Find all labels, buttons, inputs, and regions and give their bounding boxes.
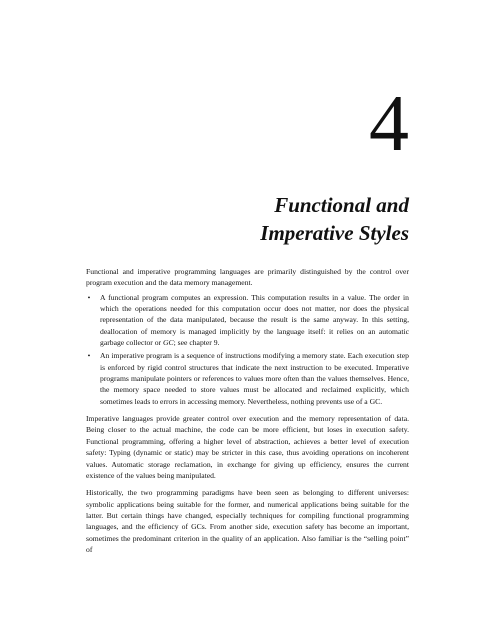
intro-paragraph: Functional and imperative programming languages are primarily distinguished by the control over program execution and the data memory management. — [86, 267, 409, 288]
list-item-text: An imperative program is a sequence of instructions modifying a memory state. Each execution step is enforced by rigid control structures that indicate the next instruction to be executed. Imperative programs manipulate pointers or references to values more often than the values themselves. Hence, the memory space needed to store values must be allocated and reclaimed explicitly, which sometimes leads to errors in accessing memory. Nevertheless, nothing prevents use of a GC. — [100, 351, 409, 406]
chapter-title-line-1: Functional and — [274, 193, 409, 217]
gc-abbreviation: GC — [163, 338, 174, 348]
list-item-text: A functional program computes an expression. This computation results in a value. The order in which the operations needed for this computation occur does not matter, nor does the physical representation of the data manipulated, because the result is the same anyway. In this setting, deallocation of memory is managed implicitly by the language itself: it relies on an automatic garbage collector or — [100, 292, 409, 348]
chapter-number: 4 — [369, 80, 409, 168]
chapter-body — [86, 266, 409, 555]
bullet-icon: • — [87, 292, 91, 302]
list-item — [86, 292, 409, 349]
body-paragraph: Imperative languages provide greater control over execution and the memory representation of data. Being closer to the actual machine, the code can be more efficient, but loses in execution safety. Functional programming, offering a higher level of abstraction, achieves a better level of execution safety: Typing (dynamic or static) may be stricter in this case, thus avoiding operations on incoherent values. Automatic storage reclamation, in exchange for giving up efficiency, ensures the current existence of the values being manipulated. — [86, 414, 409, 480]
list-item-text-end: ; see chapter 9. — [173, 338, 220, 348]
bullet-icon: • — [87, 351, 91, 361]
paradigm-list — [86, 292, 409, 407]
chapter-title-line-2: Imperative Styles — [260, 221, 409, 245]
chapter-title — [260, 191, 409, 247]
list-item — [86, 350, 409, 407]
body-paragraph: Historically, the two programming paradigms have been seen as belonging to different universes: symbolic applications being suitable for the former, and numerical applications being suitable for the latter. But certain things have changed, especially techniques for compiling functional programming languages, and the efficiency of GCs. From another side, execution safety has become an important, sometimes the predominant criterion in the quality of an application. Also familiar is the “selling point” of — [86, 488, 409, 554]
